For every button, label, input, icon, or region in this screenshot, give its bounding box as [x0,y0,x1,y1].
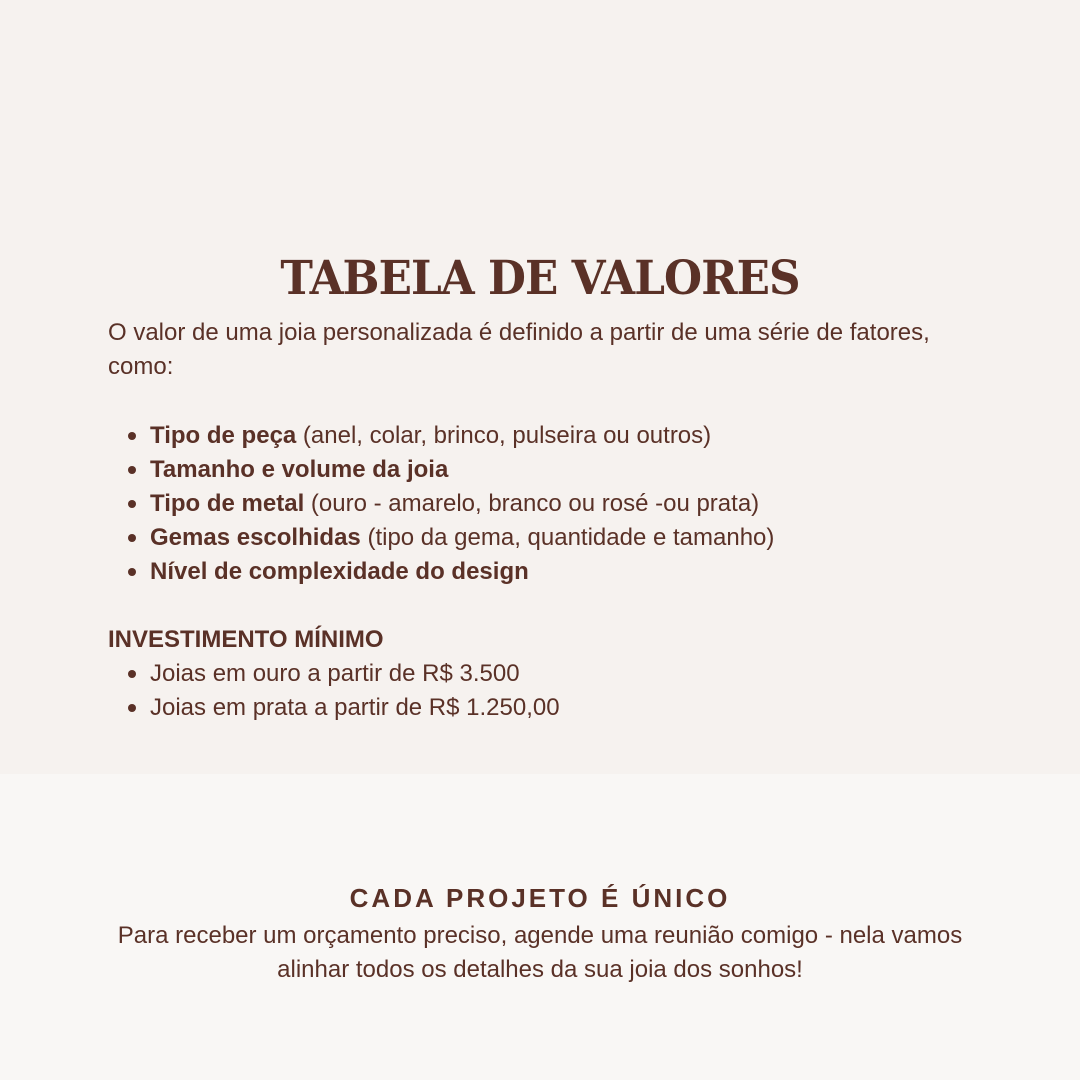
factor-label: Tipo de peça [150,422,297,449]
factor-detail: (anel, colar, brinco, pulseira ou outros) [296,422,712,449]
bullet-icon [128,568,136,576]
factor-detail: (tipo da gema, quantidade e tamanho) [360,524,775,551]
bullet-icon [128,534,136,542]
bullet-icon [128,466,136,474]
investment-item-text: Joias em ouro a partir de R$ 3.500 [150,660,520,687]
bullet-icon [128,500,136,508]
bullet-icon [128,432,136,440]
bullet-icon [128,670,136,678]
factor-label: Gemas escolhidas [150,524,361,551]
closing-paragraph: Para receber um orçamento preciso, agende uma reunião comigo - nela vamos alinhar todos os detalhes da sua joia dos sonhos! [117,922,963,983]
investment-item-gold [108,657,1008,691]
bullet-icon [128,704,136,712]
factor-item-design-complexity [108,555,1008,589]
investment-item-silver [108,691,1008,725]
factor-label: Nível de complexidade do design [150,558,529,585]
unique-project-heading: CADA PROJETO É ÚNICO [349,882,731,913]
factor-item-gems [108,521,1008,555]
investment-item-text: Joias em prata a partir de R$ 1.250,00 [150,694,560,721]
factor-label: Tamanho e volume da joia [150,456,449,483]
factor-item-metal-type [108,487,1008,521]
factor-item-size-volume [108,453,1008,487]
page-title: TABELA DE VALORES [280,251,800,307]
pricing-factors-list [108,419,1008,589]
factor-item-piece-type [108,419,1008,453]
minimum-investment-title: INVESTIMENTO MÍNIMO [108,626,384,653]
factor-detail: (ouro - amarelo, branco ou rosé -ou prata) [304,490,760,517]
factor-label: Tipo de metal [150,490,305,517]
minimum-investment-list [108,657,1008,725]
intro-paragraph: O valor de uma joia personalizada é definido a partir de uma série de fatores, como: [108,319,930,380]
